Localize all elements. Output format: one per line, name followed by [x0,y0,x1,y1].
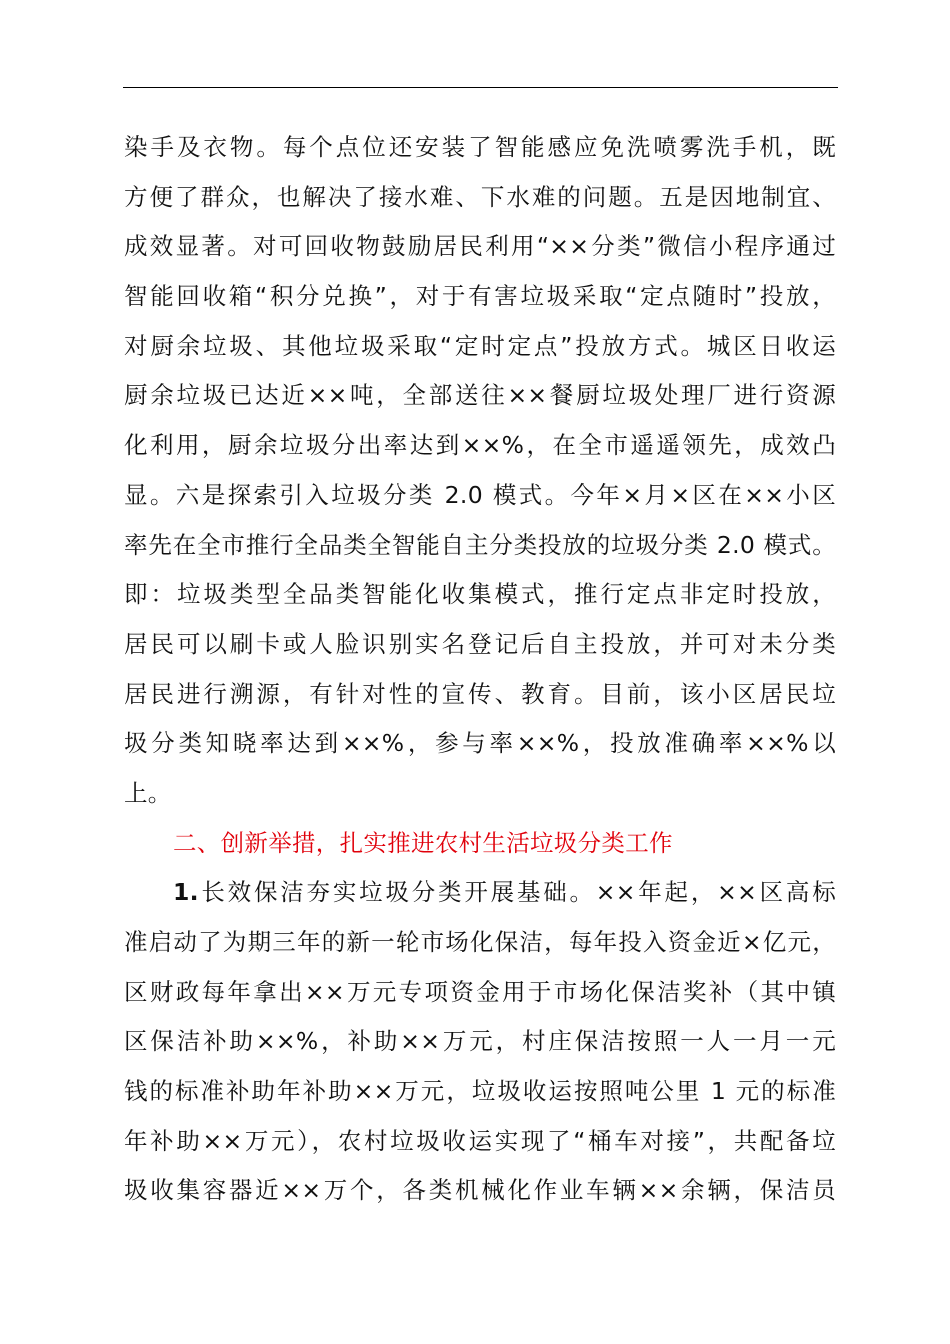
text-line: 区财政每年拿出××万元专项资金用于市场化保洁奖补（其中镇 [124,977,836,1006]
text-line: 智能回收箱“积分兑换”，对于有害垃圾采取“定点随时”投放， [124,282,836,311]
text-line: 方便了群众，也解决了接水难、下水难的问题。五是因地制宜、 [124,182,836,211]
paragraph-first-line [124,868,836,918]
text-line: 准启动了为期三年的新一轮市场化保洁，每年投入资金近×亿元， [124,928,836,956]
text-line: 上。 [124,778,172,807]
text-line: 即：垃圾类型全品类智能化收集模式，推行定点非定时投放， [124,580,836,609]
text-line: 钱的标准补助年补助××万元，垃圾收运按照吨公里 1 元的标准 [124,1077,836,1106]
text-line: 对厨余垃圾、其他垃圾采取“定时定点”投放方式。城区日收运 [124,331,836,360]
text-line: 区保洁补助××%，补助××万元，村庄保洁按照一人一月一元 [124,1027,836,1056]
text-line: 率先在全市推行全品类全智能自主分类投放的垃圾分类 2.0 模式。 [124,530,836,559]
text-line: 圾收集容器近××万个，各类机械化作业车辆××余辆，保洁员 [124,1176,836,1205]
paragraph-number: 1. [173,878,199,907]
text-line: 圾分类知晓率达到××%，参与率××%，投放准确率××%以 [124,729,836,758]
text-line: 居民进行溯源，有针对性的宣传、教育。目前，该小区居民垃 [124,679,836,708]
text-line: 化利用，厨余垃圾分出率达到××%，在全市遥遥领先，成效凸 [124,431,836,460]
text-line: 厨余垃圾已达近××吨，全部送往××餐厨垃圾处理厂进行资源 [124,381,836,410]
header-rule [123,87,838,88]
text-line: 居民可以刷卡或人脸识别实名登记后自主投放，并可对未分类 [124,629,836,658]
text-line: 显。六是探索引入垃圾分类 2.0 模式。今年×月×区在××小区 [124,480,836,509]
document-body [124,123,854,1216]
text-line: 染手及衣物。每个点位还安装了智能感应免洗喷雾洗手机，既 [124,133,836,161]
text-line: 成效显著。对可回收物鼓励居民利用“××分类”微信小程序通过 [124,232,836,261]
paragraph-first-text: 长效保洁夯实垃圾分类开展基础。××年起，××区高标 [198,878,836,907]
text-line: 年补助××万元），农村垃圾收运实现了“桶车对接”，共配备垃 [124,1126,836,1155]
section-heading: 二、创新举措，扎实推进农村生活垃圾分类工作 [173,828,673,857]
